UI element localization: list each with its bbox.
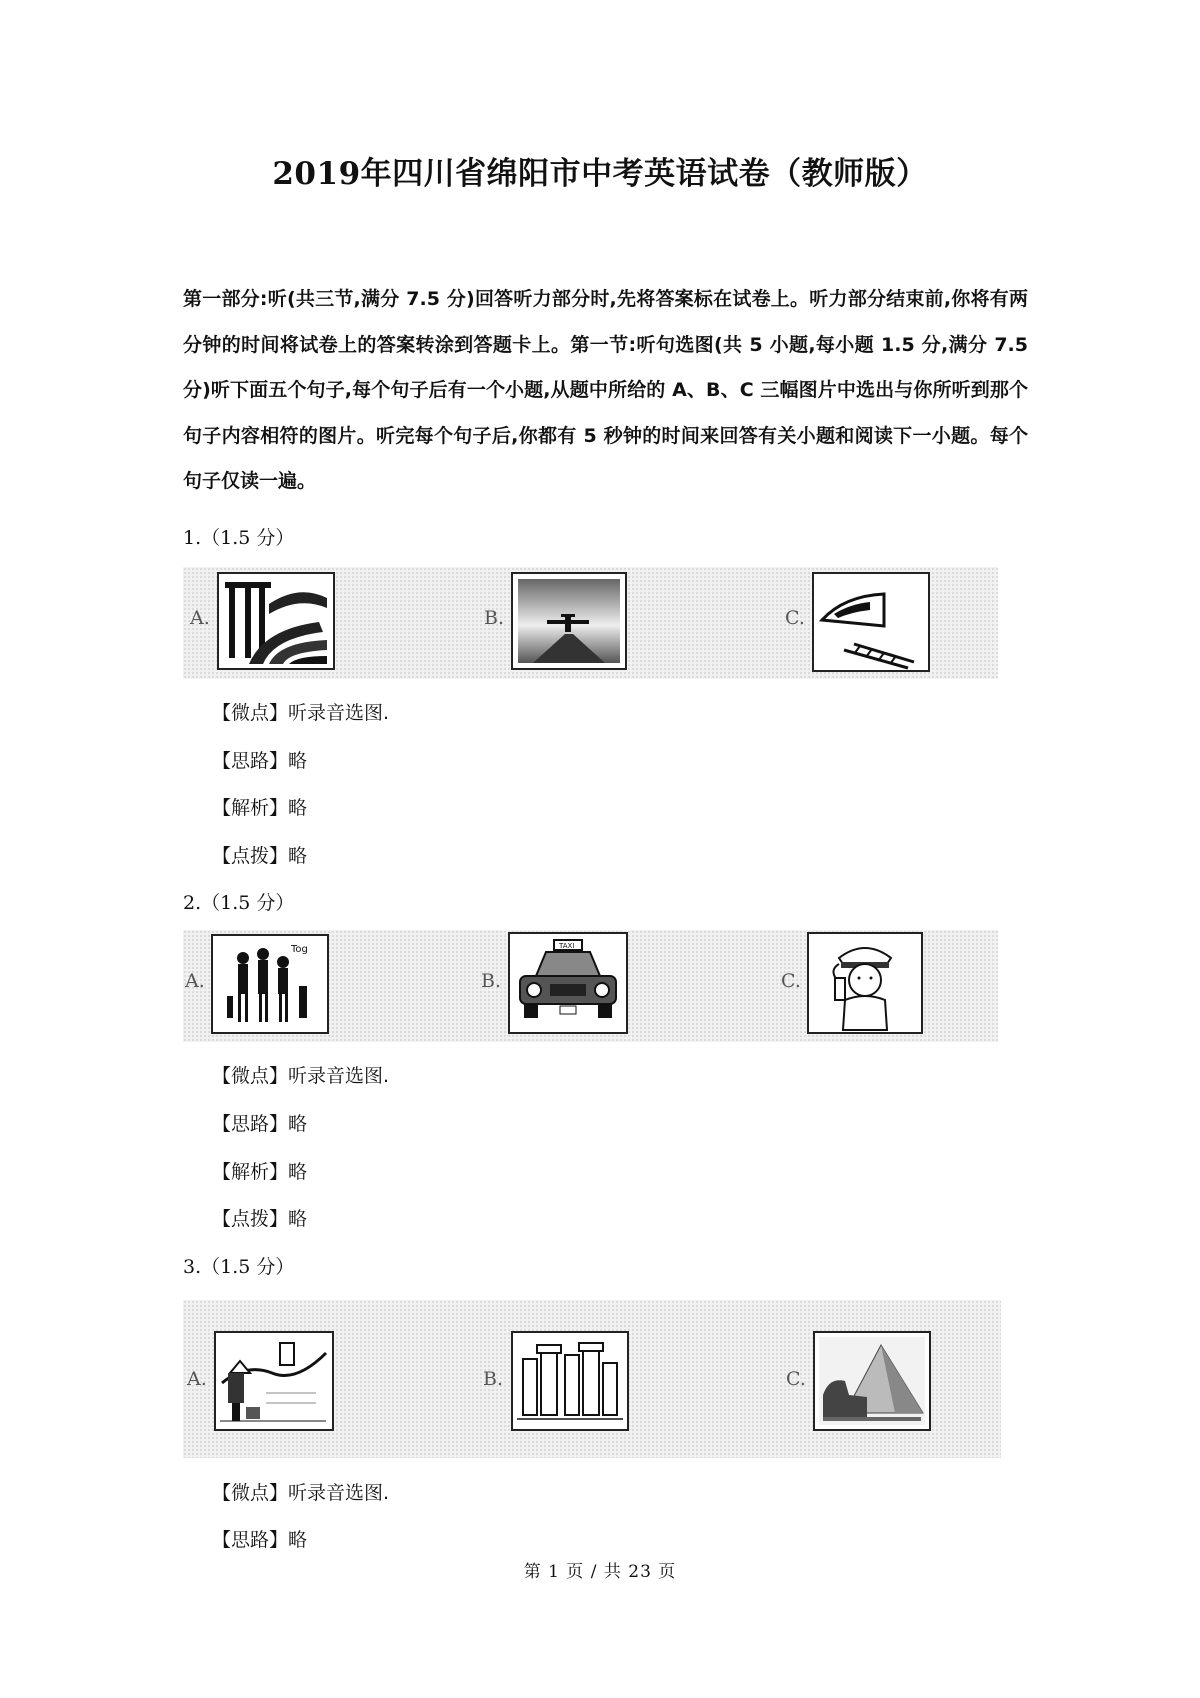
- page-title: 2019年四川省绵阳市中考英语试卷（教师版）: [272, 156, 928, 192]
- pyramid-sphinx-icon: [813, 1331, 931, 1431]
- option-letter: A.: [187, 1368, 207, 1390]
- question-2-header: 2.（1.5 分）: [183, 892, 295, 914]
- question-3-option-c[interactable]: [763, 1300, 1001, 1458]
- question-2-option-c[interactable]: [763, 930, 998, 1042]
- option-letter: B.: [481, 970, 502, 992]
- question-3-image-options: [183, 1300, 1001, 1458]
- page-footer: 第 1 页 / 共 23 页: [523, 1562, 677, 1582]
- svg-text:TAXI: TAXI: [559, 942, 575, 950]
- question-2-option-a[interactable]: [183, 930, 463, 1042]
- note-approach: 【思路】略: [212, 750, 308, 772]
- option-letter: B.: [483, 1368, 504, 1390]
- note-tip: 【点拨】略: [212, 845, 308, 867]
- question-2-option-b[interactable]: [463, 930, 763, 1042]
- section-instructions: 第一部分:听(共三节,满分 7.5 分)回答听力部分时,先将答案标在试卷上。听力部分结束前,你将有两分钟的时间将试卷上的答案转涂到答题卡上。第一节:听句选图(共 5 小题,每小题 1.5 分,满分 7.5 分)听下面五个句子,每个句子后有一个小题,从题中所给的 A、B、C 三幅图片中选出与你所听到那个句子内容相符的图片。听完每个句子后,你都有 5 秒钟的时间来回答有关小题和阅读下一小题。每个句子仅读一遍。: [183, 288, 1028, 492]
- question-1-option-c[interactable]: [763, 567, 998, 679]
- question-3-option-b[interactable]: [463, 1300, 763, 1458]
- airplane-icon: [511, 572, 627, 670]
- note-approach: 【思路】略: [212, 1113, 308, 1135]
- note-micro-point: 【微点】听录音选图.: [212, 1482, 390, 1504]
- option-letter: C.: [781, 970, 801, 992]
- note-analysis: 【解析】略: [212, 1161, 308, 1183]
- note-tip: 【点拨】略: [212, 1208, 308, 1230]
- great-wall-icon: [214, 1331, 334, 1431]
- question-1-option-b[interactable]: [463, 567, 763, 679]
- note-micro-point: 【微点】听录音选图.: [212, 702, 390, 724]
- question-1-option-a[interactable]: [183, 567, 463, 679]
- stonehenge-icon: [511, 1331, 629, 1431]
- option-letter: A.: [185, 970, 205, 992]
- highway-interchange-icon: [217, 572, 335, 670]
- question-3-option-a[interactable]: [183, 1300, 463, 1458]
- option-letter: C.: [785, 607, 805, 629]
- question-3-header: 3.（1.5 分）: [183, 1256, 295, 1278]
- police-officer-icon: [807, 932, 923, 1034]
- option-letter: C.: [786, 1368, 806, 1390]
- note-analysis: 【解析】略: [212, 797, 308, 819]
- note-micro-point: 【微点】听录音选图.: [212, 1065, 390, 1087]
- people-group-icon: [211, 934, 329, 1034]
- svg-text:Tog: Tog: [291, 944, 308, 955]
- option-letter: A.: [190, 607, 210, 629]
- question-1-image-options: [183, 567, 998, 679]
- taxi-icon: [508, 932, 628, 1034]
- note-approach: 【思路】略: [212, 1529, 308, 1551]
- high-speed-train-icon: [812, 572, 930, 672]
- question-2-image-options: [183, 930, 998, 1042]
- question-1-header: 1.（1.5 分）: [183, 527, 295, 549]
- option-letter: B.: [484, 607, 505, 629]
